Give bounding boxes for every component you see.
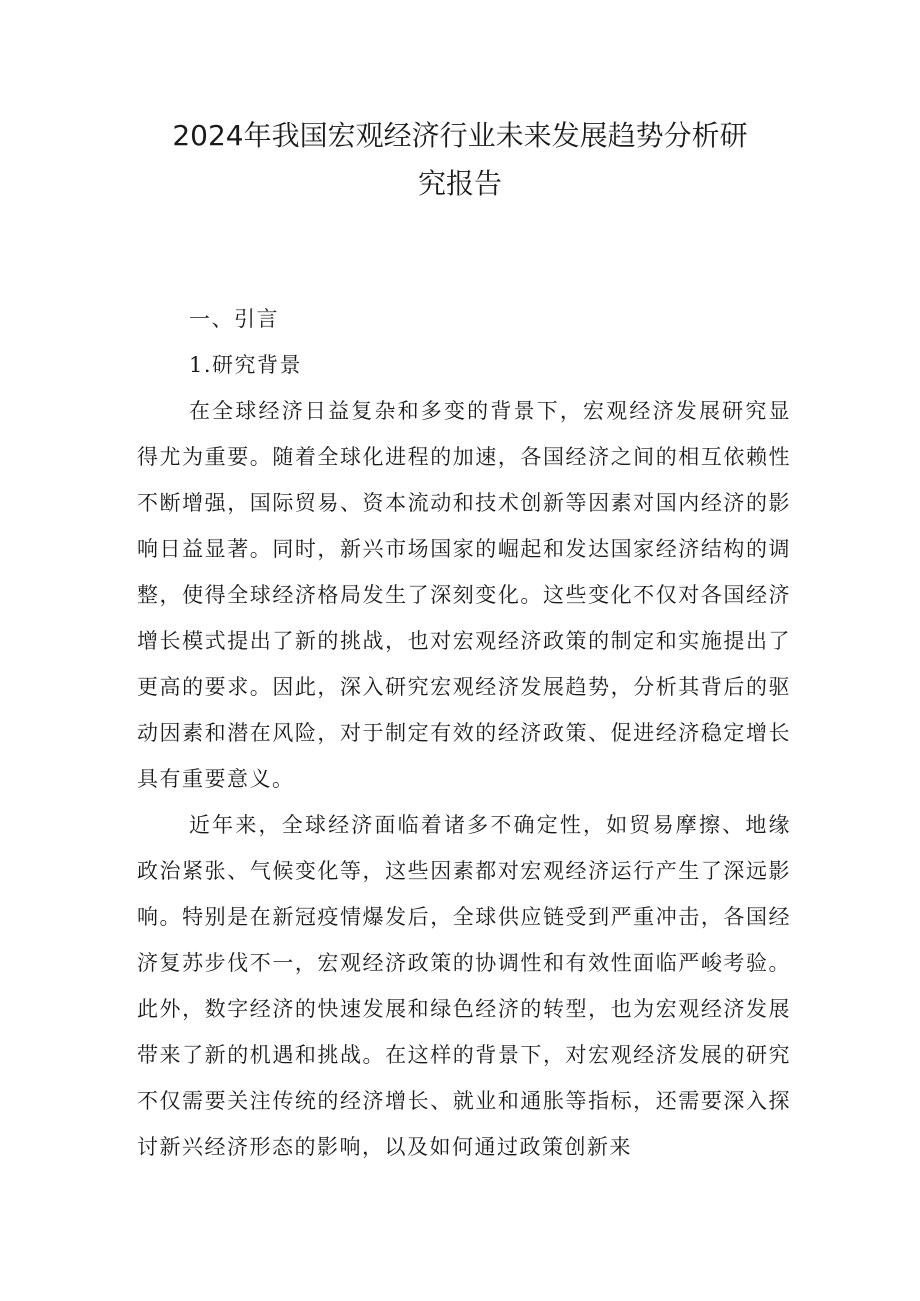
body-paragraph-1: 在全球经济日益复杂和多变的背景下，宏观经济发展研究显得尤为重要。随着全球化进程的加速，各国经济之间的相互依赖性不断增强，国际贸易、资本流动和技术创新等因素对国内经济的影响日益显著。同时，新兴市场国家的崛起和发达国家经济结构的调整，使得全球经济格局发生了深刻变化。这些变化不仅对各国经济增长模式提出了新的挑战，也对宏观经济政策的制定和实施提出了更高的要求。因此，深入研究宏观经济发展趋势，分析其背后的驱动因素和潜在风险，对于制定有效的经济政策、促进经济稳定增长具有重要意义。	[137, 399, 791, 791]
title-line-2: 究报告	[417, 167, 502, 200]
document-title	[120, 112, 800, 208]
subsection-heading: 1.研究背景	[189, 353, 303, 377]
body-paragraph-2: 近年来，全球经济面临着诸多不确定性，如贸易摩擦、地缘政治紧张、气候变化等，这些因素都对宏观经济运行产生了深远影响。特别是在新冠疫情爆发后，全球供应链受到严重冲击，各国经济复苏步伐不一，宏观经济政策的协调性和有效性面临严峻考验。此外，数字经济的快速发展和绿色经济的转型，也为宏观经济发展带来了新的机遇和挑战。在这样的背景下，对宏观经济发展的研究不仅需要关注传统的经济增长、就业和通胀等指标，还需要深入探讨新兴经济形态的影响，以及如何通过政策创新来	[137, 813, 791, 1159]
title-line-1: 2024年我国宏观经济行业未来发展趋势分析研	[172, 119, 748, 152]
section-heading: 一、引言	[189, 307, 279, 331]
document-body	[137, 296, 791, 1170]
